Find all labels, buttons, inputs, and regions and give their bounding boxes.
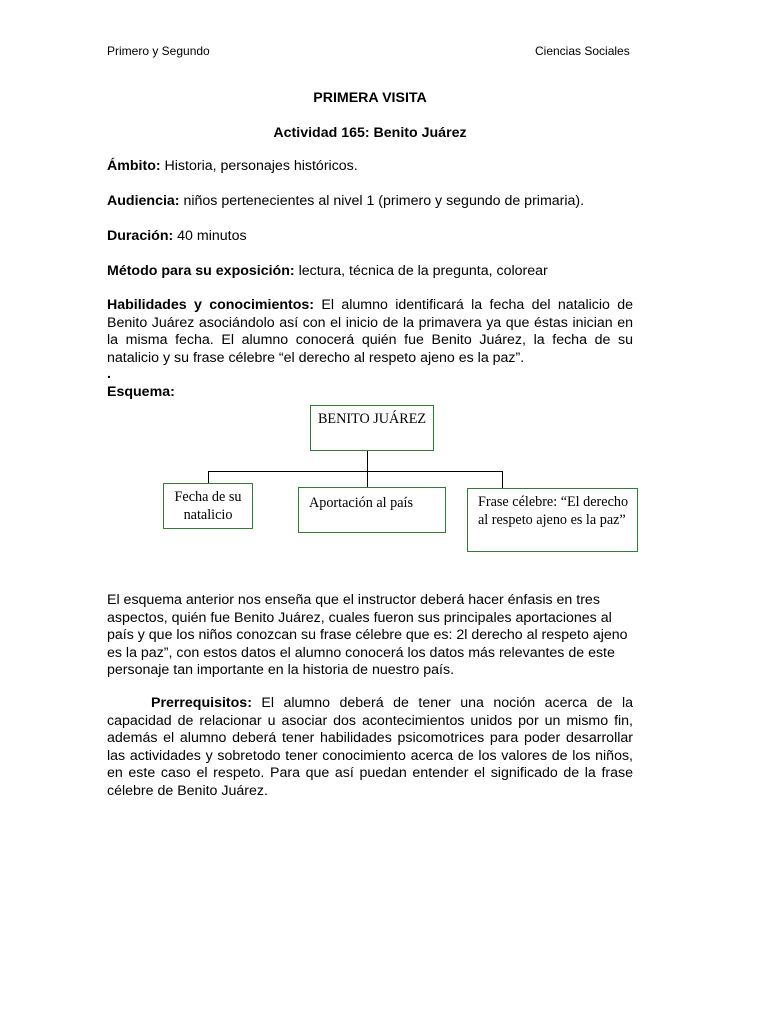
diagram-child-label: Frase célebre: “El derecho al respeto ajeno es la paz” — [478, 494, 629, 528]
connector-left — [208, 471, 209, 483]
header-left: Primero y Segundo — [107, 44, 210, 58]
paragraph-prerrequisitos — [107, 695, 633, 801]
field-value: Historia, personajes históricos. — [160, 158, 358, 174]
field-duracion — [107, 228, 633, 246]
connector-root-vertical — [367, 451, 368, 472]
prerrequisitos-value: El alumno deberá de tener una noción acerca de la capacidad de relacionar u asociar dos acontecimientos unidos por un mismo fin, además el alumno deberá tener habilidades psicomotrices para poder desarrollar las actividades y sobretodo tener conocimiento acerca de los valores de los niños, en este caso el respeto. Para que así puedan entender el significado de la frase célebre de Benito Juárez. — [107, 695, 633, 799]
connector-right — [502, 471, 503, 488]
field-value: niños pertenecientes al nivel 1 (primero y segundo de primaria). — [179, 193, 585, 209]
diagram-root-label: BENITO JUÁREZ — [317, 411, 427, 427]
field-label: Ámbito: — [107, 158, 161, 174]
stray-dot: . — [107, 366, 111, 382]
diagram-child-label: Fecha de su natalicio — [174, 489, 242, 523]
connector-middle — [367, 471, 368, 487]
diagram-child-box — [298, 487, 446, 533]
field-label: Duración: — [107, 228, 174, 244]
field-value: 40 minutos — [173, 228, 247, 244]
paragraph-esquema: El esquema anterior nos enseña que el instructor deberá hacer énfasis en tres aspectos, quién fue Benito Juárez, cuales fueron sus principales aportaciones al país y que los niños conozcan su frase célebre que es: 2l derecho al respeto ajeno es la paz”, con estos datos el alumno conocerá los datos más relevantes de este personaje tan importante en la historia de nuestro país. — [107, 592, 628, 679]
field-label: Método para su exposición: — [107, 263, 295, 279]
field-value: El alumno identificará la fecha del natalicio de Benito Juárez asociándolo así con el inicio de la primavera ya que éstas inician en la misma fecha. El alumno conocerá quién fue Benito Juárez, la fecha de su natalicio y su frase célebre “el derecho al respeto ajeno es la paz”. — [107, 297, 634, 366]
field-value: lectura, técnica de la pregunta, colorear — [294, 263, 548, 279]
field-habilidades — [107, 297, 633, 367]
field-metodo — [107, 263, 633, 281]
diagram-root-box — [310, 405, 434, 451]
field-label: Audiencia: — [107, 193, 180, 209]
diagram-child-label: Aportación al país — [309, 495, 414, 511]
field-audiencia — [107, 193, 633, 211]
diagram-child-box — [163, 483, 253, 529]
field-ambito — [107, 158, 633, 176]
esquema-label: Esquema: — [107, 384, 175, 400]
page-subtitle: Actividad 165: Benito Juárez — [273, 125, 467, 141]
page-title: PRIMERA VISITA — [313, 90, 427, 106]
header-right: Ciencias Sociales — [535, 44, 630, 58]
connector-horizontal — [208, 471, 503, 472]
diagram-child-box — [467, 488, 638, 552]
prerrequisitos-label: Prerrequisitos: — [151, 695, 252, 711]
field-label: Habilidades y conocimientos: — [107, 297, 315, 313]
